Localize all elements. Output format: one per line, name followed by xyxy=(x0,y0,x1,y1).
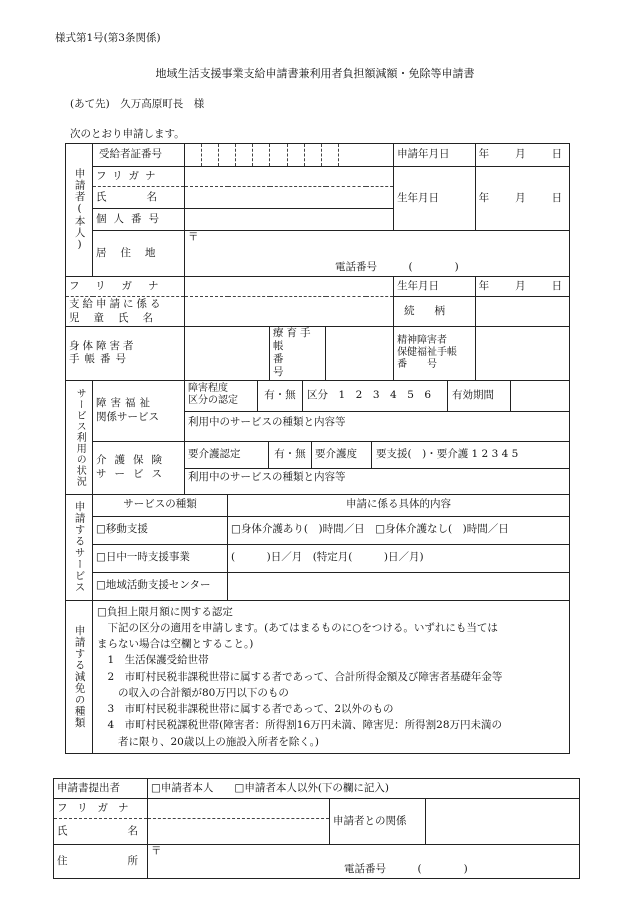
service-detail-header: 申請に係る具体的内容 xyxy=(228,494,570,516)
physical-handbook-label: 身体障害者 手帳番号 xyxy=(66,327,185,381)
name-label: 氏名 xyxy=(93,187,185,209)
birth-date-label: 生年月日 xyxy=(394,167,476,231)
degree-yes-no[interactable]: 有・無 xyxy=(258,381,303,411)
child-name-label: 支給申請に係る 児童氏名 xyxy=(66,297,185,327)
submitter-relation-label: 申請者との関係 xyxy=(330,799,426,845)
address-label: 居住地 xyxy=(93,231,185,277)
care-current-services[interactable]: 利用中のサービスの種類と内容等 xyxy=(185,468,570,494)
submitter-table xyxy=(53,778,580,879)
name-input[interactable] xyxy=(185,187,394,209)
child-relation-label: 続柄 xyxy=(394,297,476,327)
apply-date-label: 申請年月日 xyxy=(394,144,476,167)
child-birth-field[interactable]: 年 月 日 xyxy=(476,277,570,297)
address-input[interactable] xyxy=(185,231,570,277)
service-row-detail[interactable] xyxy=(228,572,570,600)
submitter-address-label: 住所 xyxy=(54,845,148,879)
welfare-service-label: 障害福祉 関係サービス xyxy=(93,380,185,441)
cert-no-label: 受給者証番号 xyxy=(93,144,185,167)
main-form-table xyxy=(65,143,570,754)
my-number-label: 個人番号 xyxy=(93,209,185,231)
applicant-phone: 電話番号 ( ) xyxy=(335,260,459,273)
care-level-values[interactable]: 要支援( )・要介護 1 2 3 4 5 xyxy=(376,447,519,460)
valid-period-input[interactable] xyxy=(511,381,569,411)
child-furigana-label: フリガナ xyxy=(66,277,185,297)
submitter-label: 申請書提出者 xyxy=(54,779,148,799)
submitter-relation-input[interactable] xyxy=(426,799,580,845)
service-row-type[interactable]: □地域活動支援センター xyxy=(93,572,228,600)
valid-period-label: 有効期間 xyxy=(448,381,511,411)
submitter-postal-mark: 〒 xyxy=(151,845,162,857)
reduction-content xyxy=(93,600,570,753)
postal-mark: 〒 xyxy=(188,231,199,243)
care-cert-label: 要介護認定 xyxy=(185,442,269,468)
reduction-option[interactable]: 3 市町村民税非課税世帯に属する者であって、2以外のもの xyxy=(97,703,394,716)
form-title: 地域生活支援事業支給申請書兼利用者負担額減額・免除等申請書 xyxy=(155,67,475,80)
service-row-detail[interactable]: ( )日／月 (特定月( )日／月) xyxy=(228,544,570,572)
cert-no-boxes[interactable] xyxy=(185,144,394,167)
service-row-type[interactable]: □移動支援 xyxy=(93,516,228,544)
furigana-label: フリガナ xyxy=(93,167,185,187)
service-row-type[interactable]: □日中一時支援事業 xyxy=(93,544,228,572)
reduction-option[interactable]: 4 市町村民税課税世帯(障害者：所得割16万円未満、障害児：所得割28万円未満の xyxy=(97,719,502,732)
ryoiku-label: 療育手帳 番号 xyxy=(270,327,326,381)
mental-handbook-label: 精神障害者 保健福祉手帳 番号 xyxy=(394,327,476,381)
reduction-option[interactable]: 2 市町村民税非課税世帯に属する者であって、合計所得金額及び障害者基礎年金等 xyxy=(97,670,503,683)
reduction-line: の収入の合計額が80万円以下のもの xyxy=(97,686,289,699)
child-birth-label: 生年月日 xyxy=(394,277,476,297)
intro-text: 次のとおり申請します。 xyxy=(70,128,185,140)
requested-services-group-label: 申請するサービス xyxy=(66,494,93,600)
reduction-line: 下記の区分の適用を申請します。(あてはまるものに○をつける。いずれにも当ては xyxy=(97,621,498,634)
degree-row xyxy=(185,380,570,411)
service-type-header: サービスの種類 xyxy=(93,494,228,516)
applicant-group-label: 申請者(本人) xyxy=(66,144,93,277)
welfare-current-services[interactable]: 利用中のサービスの種類と内容等 xyxy=(185,411,570,441)
degree-division[interactable]: 区分 1 2 3 4 5 6 xyxy=(303,381,448,411)
care-row xyxy=(185,441,570,468)
submitter-address-input[interactable] xyxy=(148,845,580,879)
furigana-input[interactable] xyxy=(185,167,394,187)
submitter-name-label: 氏名 xyxy=(54,819,148,845)
reduction-line: まらない場合は空欄とすること。) xyxy=(97,638,254,651)
reduction-checkbox[interactable]: □負担上限月額に関する認定 xyxy=(97,605,233,618)
care-service-label: 介護保険 サービス xyxy=(93,441,185,494)
apply-date-field[interactable]: 年 月 日 xyxy=(476,144,570,167)
addressee: (あて先) 久万高原町長 様 xyxy=(70,98,205,110)
degree-label: 障害程度 区分の認定 xyxy=(185,381,258,411)
child-furigana-input[interactable] xyxy=(185,277,394,297)
reduction-line: 者に限り、20歳以上の施設入所者を除く。) xyxy=(97,735,319,748)
form-number: 様式第1号(第3条関係) xyxy=(55,32,161,44)
reduction-option[interactable]: 1 生活保護受給世帯 xyxy=(97,654,209,667)
child-name-input[interactable] xyxy=(185,297,394,327)
care-level-label: 要介護度 xyxy=(312,442,372,468)
my-number-input[interactable] xyxy=(185,209,394,231)
service-row-detail[interactable]: □身体介護あり( )時間／日 □身体介護なし( )時間／日 xyxy=(228,516,570,544)
care-yes-no[interactable]: 有・無 xyxy=(269,442,312,468)
reduction-group-label: 申請する減免の種類 xyxy=(66,600,93,753)
ryoiku-input[interactable] xyxy=(326,327,394,381)
physical-handbook-input[interactable] xyxy=(185,327,270,381)
submitter-furigana-label: フリガナ xyxy=(54,799,148,819)
submitter-options[interactable]: □申請者本人 □申請者本人以外(下の欄に記入) xyxy=(148,779,580,799)
birth-date-field[interactable]: 年 月 日 xyxy=(476,167,570,231)
child-relation-input[interactable] xyxy=(476,297,570,327)
submitter-phone: 電話番号 ( ) xyxy=(344,862,468,875)
service-status-group-label: サービス利用の状況 xyxy=(66,380,93,494)
mental-handbook-input[interactable] xyxy=(476,327,570,381)
submitter-furigana-input[interactable] xyxy=(148,799,330,819)
